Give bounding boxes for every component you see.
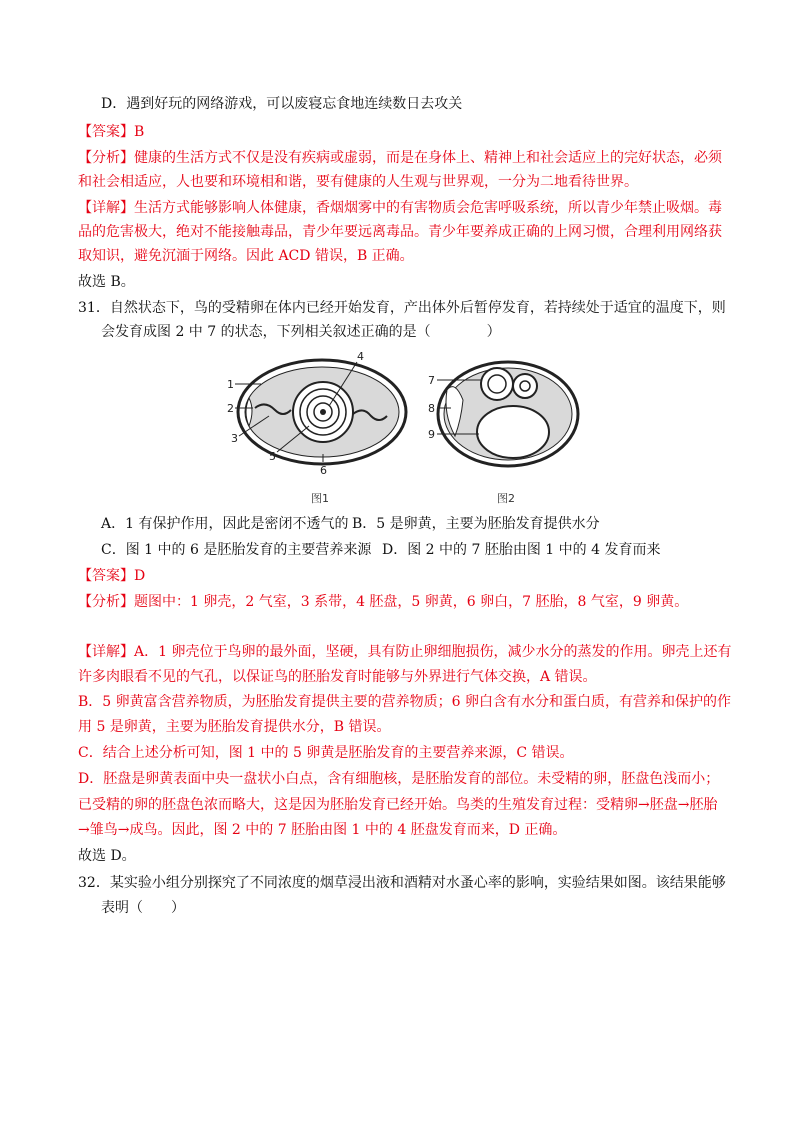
answer-tag: 【答案】 [78, 124, 134, 140]
q30-analysis-line-1 [78, 148, 722, 168]
q31-detail-d-line-3: →雏鸟→成鸟。因此，图 2 中的 7 胚胎由图 1 中的 4 胚盘发育而来，D 正确。 [78, 822, 567, 838]
detail-tag: 【详解】 [78, 644, 134, 660]
detail-text: A．1 卵壳位于鸟卵的最外面，坚硬，具有防止卵细胞损伤，减少水分的蒸发的作用。卵壳上还有 [134, 644, 732, 660]
label-7: 7 [428, 374, 435, 387]
analysis-tag: 【分析】 [78, 150, 134, 166]
label-3: 3 [231, 432, 238, 445]
q30-detail-line-3: 取知识，避免沉湎于网络。因此 ACD 错误，B 正确。 [78, 248, 414, 264]
detail-text: 生活方式能够影响人体健康，香烟烟雾中的有害物质会危害呼吸系统，所以青少年禁止吸烟。毒 [134, 200, 722, 216]
q31-detail-a-line-2: 许多肉眼看不见的气孔，以保证鸟的胚胎发育时能够与外界进行气体交换，A 错误。 [78, 669, 597, 685]
q30-analysis-line-2: 和社会相适应，人也要和环境相和谐，要有健康的人生观与世界观，一分为二地看待世界。 [78, 174, 638, 190]
label-1: 1 [227, 378, 234, 391]
q30-option-d: D．遇到好玩的网络游戏，可以废寝忘食地连续数日去攻关 [101, 96, 463, 112]
q31-analysis [78, 592, 688, 612]
q30-detail-line-1 [78, 198, 722, 218]
q32-stem-line-1: 32．某实验小组分别探究了不同浓度的烟草浸出液和酒精对水蚤心率的影响，实验结果如图。该结果能够 [78, 875, 726, 891]
embryo [481, 368, 513, 400]
q30-answer [78, 122, 144, 142]
answer-value: B [134, 124, 145, 140]
germinal-disc [320, 409, 326, 415]
q31-stem-line-1: 31．自然状态下，鸟的受精卵在体内已经开始发育，产出体外后暂停发育，若持续处于适宜的温度下，则 [78, 300, 726, 316]
q30-conclusion: 故选 B。 [78, 274, 135, 290]
label-5: 5 [269, 450, 276, 463]
label-9: 9 [428, 428, 435, 441]
label-8: 8 [428, 402, 435, 415]
egg-figures [225, 350, 595, 510]
q31-option-d: D．图 2 中的 7 胚胎由图 1 中的 4 发育而来 [382, 542, 661, 558]
q31-option-c: C．图 1 中的 6 是胚胎发育的主要营养来源 [101, 542, 372, 558]
label-2: 2 [227, 402, 234, 415]
label-6: 6 [320, 464, 327, 477]
caption-figure-2: 图2 [497, 492, 515, 505]
analysis-tag: 【分析】 [78, 594, 134, 610]
answer-tag: 【答案】 [78, 568, 134, 584]
caption-figure-1: 图1 [311, 492, 329, 505]
detail-tag: 【详解】 [78, 200, 134, 216]
q31-conclusion: 故选 D。 [78, 848, 136, 864]
q32-stem-line-2: 表明（ ） [101, 900, 185, 916]
q31-option-b: B．5 是卵黄，主要为胚胎发育提供水分 [352, 516, 600, 532]
q31-answer [78, 566, 145, 586]
figure-2-egg [428, 362, 578, 505]
q31-detail-b-line-2: 用 5 是卵黄，主要为胚胎发育提供水分，B 错误。 [78, 719, 391, 735]
analysis-text: 题图中：1 卵壳，2 气室，3 系带，4 胚盘，5 卵黄，6 卵白，7 胚胎，8 气室，9 卵黄。 [134, 594, 689, 610]
q31-stem-line-2: 会发育成图 2 中 7 的状态，下列相关叙述正确的是（ ） [101, 324, 501, 340]
q31-detail-d-line-1: D．胚盘是卵黄表面中央一盘状小白点，含有细胞核，是胚胎发育的部位。未受精的卵，胚盘色浅而小； [78, 771, 720, 787]
yolk [477, 406, 549, 458]
q31-detail-c: C．结合上述分析可知，图 1 中的 5 卵黄是胚胎发育的主要营养来源，C 错误。 [78, 745, 574, 761]
answer-value: D [134, 568, 146, 584]
q31-option-a: A．1 有保护作用，因此是密闭不透气的 [101, 516, 349, 532]
q30-detail-line-2: 品的危害极大，绝对不能接触毒品，青少年要远离毒品。青少年要养成正确的上网习惯，合理利用网络获 [78, 224, 722, 240]
q31-detail-b-line-1: B．5 卵黄富含营养物质，为胚胎发育提供主要的营养物质；6 卵白含有水分和蛋白质，有营养和保护的作 [78, 694, 732, 710]
figure-1-egg [227, 350, 406, 505]
analysis-text: 健康的生活方式不仅是没有疾病或虚弱，而是在身体上、精神上和社会适应上的完好状态，必须 [134, 150, 722, 166]
label-4: 4 [357, 350, 364, 363]
q31-detail-d-line-2: 已受精的卵的胚盘色浓而略大，这是因为胚胎发育已经开始。鸟类的生殖发育过程：受精卵→胚盘→胚胎 [78, 797, 718, 813]
embryo-detail [513, 374, 537, 398]
q31-detail-a-line-1 [78, 642, 731, 662]
